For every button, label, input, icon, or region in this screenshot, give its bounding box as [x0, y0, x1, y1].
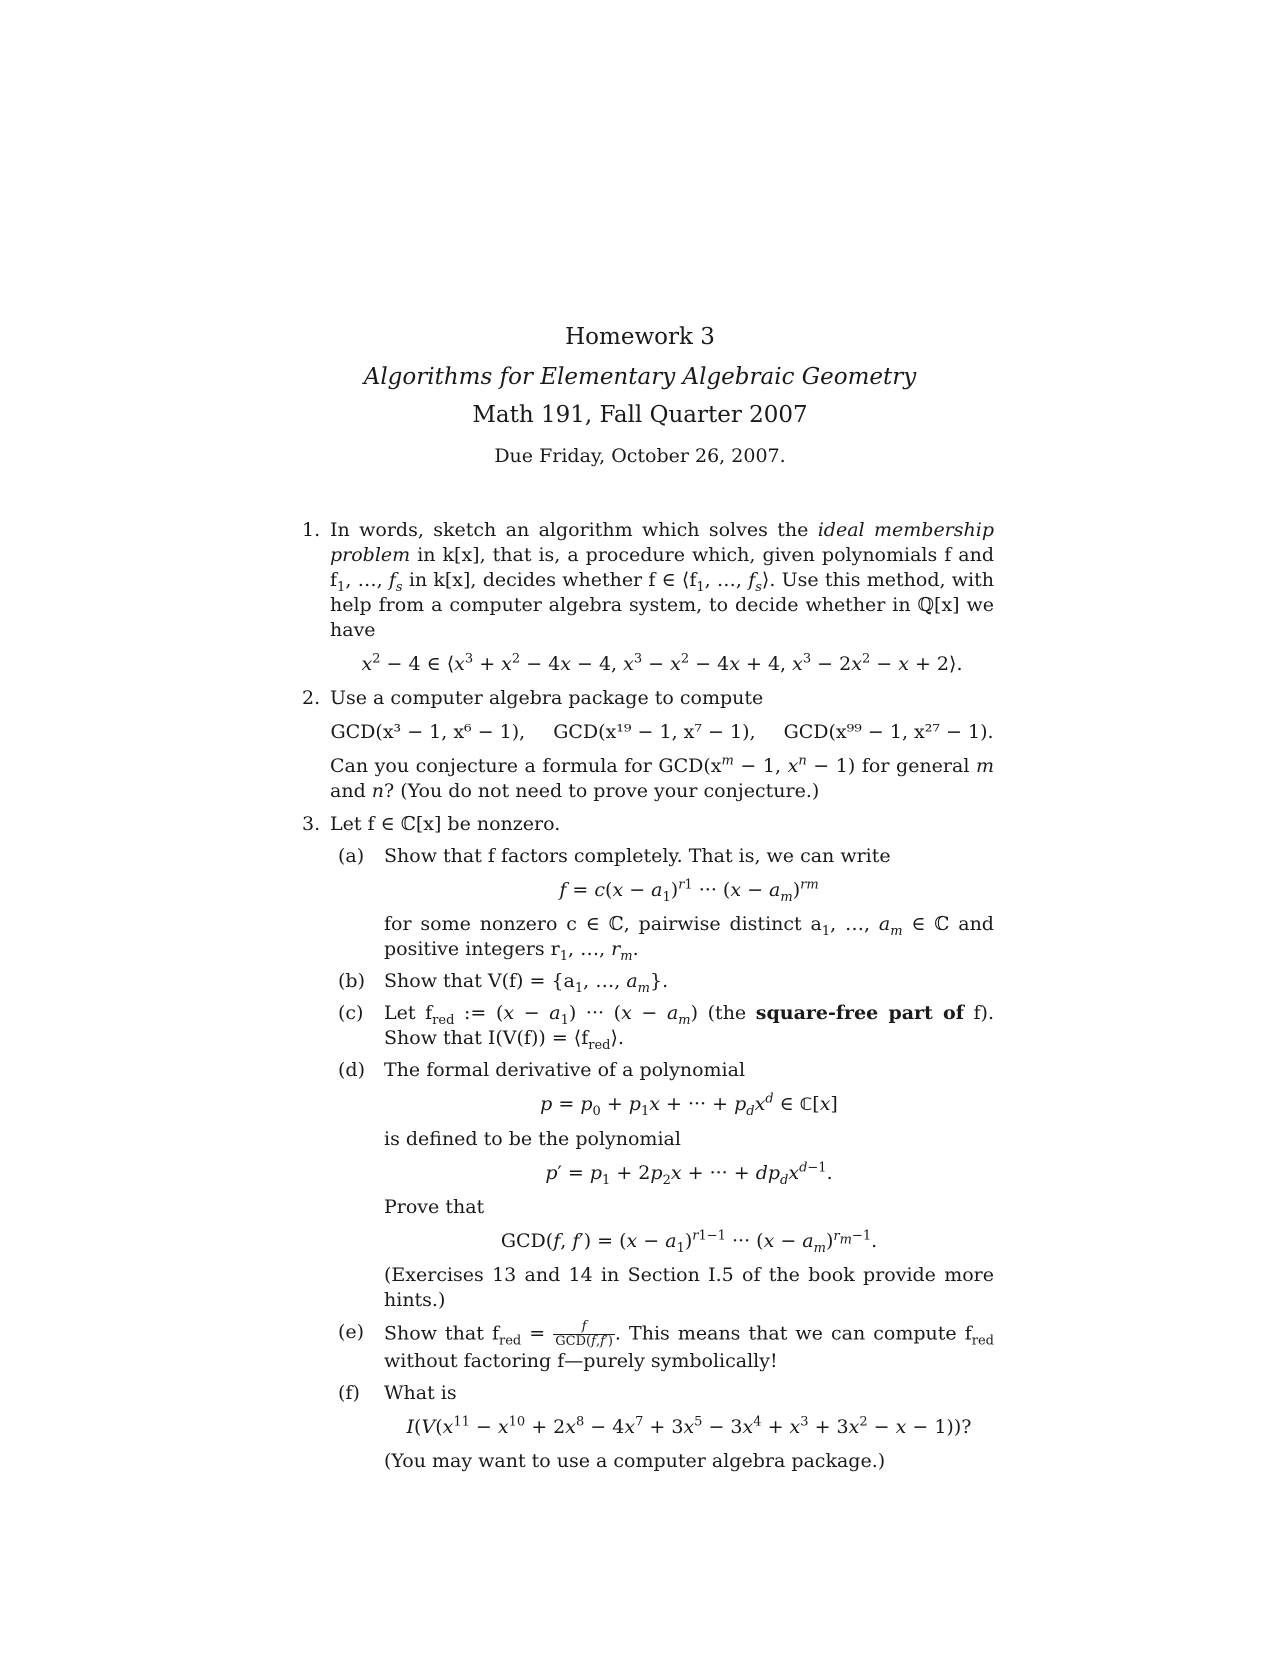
subproblem-d	[338, 1058, 994, 1313]
subproblem-label: (f)	[338, 1382, 360, 1404]
subproblem-hint: (Exercises 13 and 14 in Section I.5 of the book provide more hints.)	[384, 1264, 994, 1311]
text-segment: Show that f	[384, 1322, 499, 1345]
problem-number: 1.	[302, 519, 321, 541]
subproblem-label: (e)	[338, 1321, 365, 1343]
subproblem-f	[338, 1381, 994, 1474]
text-segment: ⟩. Use this method, with help from a computer algebra system, to decide whether in ℚ[x] we have	[330, 569, 994, 641]
problem-text: Use a computer algebra package to compute	[330, 687, 764, 709]
subproblem-c	[338, 1001, 994, 1051]
text-segment: . This means that we can compute f	[614, 1322, 972, 1345]
problem-2	[302, 686, 994, 804]
document-header	[0, 322, 1280, 469]
subproblem-label: (c)	[338, 1002, 364, 1024]
display-equation: GCD(f, $f') = (x - a_1)^{r1-1}$ ··· $(x - a_m)^{r_m-1}$.	[500, 1228, 878, 1256]
subproblem-e	[338, 1320, 994, 1374]
problem-number: 2.	[302, 687, 321, 709]
document-title: Homework 3	[565, 324, 715, 350]
gcd-equations	[330, 720, 994, 745]
problem-list	[302, 518, 994, 1474]
display-equation: $I(V(x^{11} - x^{10} + 2x^8 - 4x^7 + 3x^5 - 3x^4 + x^3 + 3x^2 - x - 1))$?	[406, 1414, 972, 1438]
display-equation: $f = c(x - a_1)^{r1}$ ··· $(x - a_m)^{rm}$	[559, 877, 819, 905]
course-name: Math 191, Fall Quarter 2007	[472, 402, 808, 428]
text-segment: Can you conjecture a formula for GCD(x	[330, 755, 722, 777]
problem-3	[302, 812, 994, 1474]
text-segment: f). Show that I(V(f)) = ⟨f	[384, 1002, 994, 1049]
subproblem-text: Show that $f_{red}$ = $\frac{f}{\text{GCD(f,f′)}}$ . This means that we can compute $f_{red}$ without factoring f—purely symbolically!	[384, 1319, 994, 1372]
subproblem-note: (You may want to use a computer algebra package.)	[384, 1450, 886, 1472]
subproblem-text: What is	[384, 1382, 457, 1404]
text-segment: Show that V(f) = {a	[384, 970, 575, 992]
course-subtitle: Algorithms for Elementary Algebraic Geometry	[363, 364, 917, 390]
text-segment: in k[x], decides whether f ∈ ⟨f	[408, 569, 697, 591]
text-segment: Let f	[384, 1002, 433, 1024]
due-date: Due Friday, October 26, 2007.	[494, 445, 786, 467]
problem-text: In words, sketch an algorithm which solves the ideal membership problem in k[x], that is, a procedure which, given polynomials f and $f_1$, …, $f_s$ in k[x], decides whether f ∈ $⟨f_1$, …, $f_s⟩$. Use this method, with help from a computer algebra system, to decide whether in ℚ[x] we have	[330, 519, 995, 641]
text-segment: ? (You do not need to prove your conjecture.)	[384, 780, 820, 802]
display-equation: $p' = p_1 + 2p_2x$ + ··· + $dp_dx^{d-1}$.	[545, 1160, 833, 1188]
subproblem-text: for some nonzero c ∈ ℂ, pairwise distinct $a_1$, …, $a_m$ ∈ ℂ and positive integers $r_1$, …, $r_m$.	[384, 913, 994, 964]
text-segment: in k[x], that is, a procedure which, given polynomials f and f	[330, 544, 995, 591]
subproblem-text: The formal derivative of a polynomial	[384, 1059, 746, 1081]
subproblem-label: (d)	[338, 1059, 365, 1081]
subproblem-text: Let $f_{red}$ := $(x - a_1)$ ··· $(x - a_m)$ (the square-free part of f). Show that $I(V(f)) = ⟨f_{red}⟩$.	[384, 1002, 994, 1053]
subproblem-label: (a)	[338, 845, 365, 867]
display-equation: $x^2 - 4$ ∈ $⟨x^3 + x^2 - 4x - 4$, $x^3 - x^2 - 4x + 4$, $x^3 - 2x^2 - x$ + 2⟩.	[361, 651, 963, 675]
italic-term: ideal membership problem	[330, 519, 994, 566]
text-segment: ) (the	[690, 1002, 747, 1024]
problem-text: Can you conjecture a formula for $GCD(x^m - 1$, $x^n - 1$) for general m and n? (You do not need to prove your conjecture.)	[330, 753, 995, 802]
subproblem-b	[338, 969, 994, 994]
subproblem-a	[338, 844, 994, 962]
gcd-expression: GCD(x³ − 1, x⁶ − 1),	[330, 721, 526, 743]
subproblem-text: Show that $V(f) = \{a_1$, …, $a_m$}.	[384, 970, 669, 996]
problem-number: 3.	[302, 813, 321, 835]
subproblem-label: (b)	[338, 970, 365, 992]
text-segment: without factoring f—purely symbolically!	[384, 1350, 778, 1372]
problem-1	[302, 518, 994, 677]
gcd-expression: GCD(x¹⁹ − 1, x⁷ − 1),	[553, 721, 756, 743]
subproblem-text: is defined to be the polynomial	[384, 1128, 681, 1150]
text-segment: ∈ ℂ and positive integers r	[384, 913, 994, 960]
subproblem-text: Prove that	[384, 1196, 485, 1218]
problem-text: Let f ∈ ℂ[x] be nonzero.	[330, 813, 561, 835]
subproblem-text: Show that f factors completely. That is, we can write	[384, 845, 891, 867]
gcd-expression: GCD(x⁹⁹ − 1, x²⁷ − 1).	[783, 721, 994, 743]
fraction: $\frac{f}{\text{GCD(f,f′)}}$	[555, 1319, 613, 1349]
display-equation: $p = p_0 + p_1x$ + ··· + $p_dx^d$ ∈ ℂ[x]	[540, 1091, 838, 1119]
bold-term: square-free part of	[755, 1002, 964, 1024]
text-segment: for some nonzero c ∈ ℂ, pairwise distinct a	[384, 913, 822, 935]
text-segment: In words, sketch an algorithm which solves the	[330, 519, 809, 541]
